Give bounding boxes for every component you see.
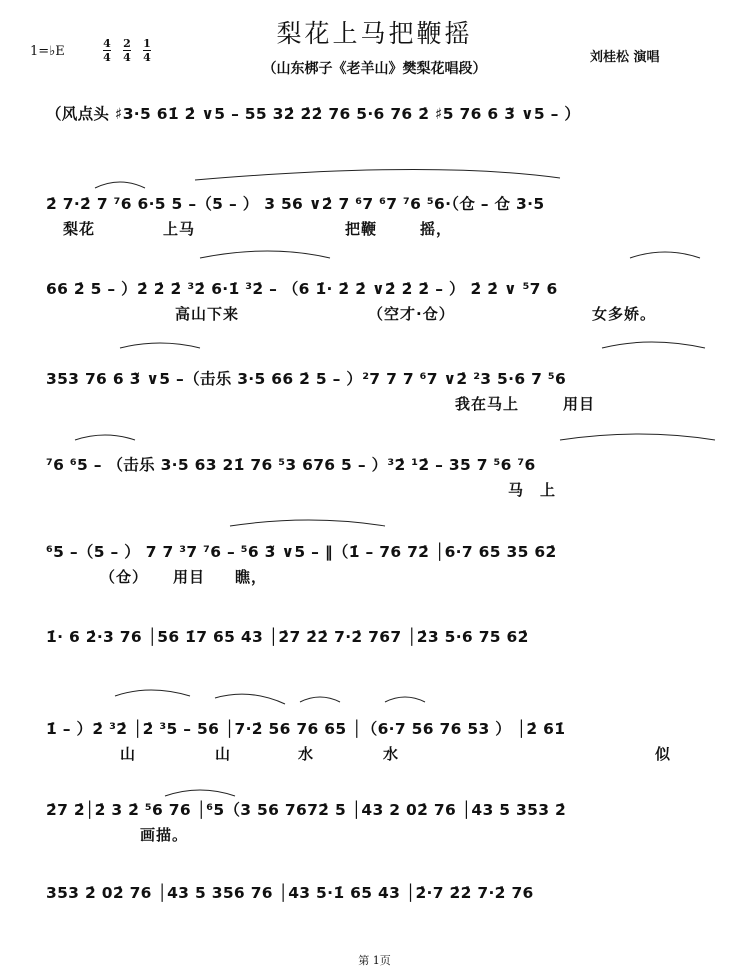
song-title: 梨花上马把鞭摇	[276, 19, 473, 48]
lyric-text: 我在马上	[455, 395, 520, 413]
lyric-text: 摇，	[420, 220, 453, 238]
lyric-text: 上马	[163, 220, 196, 238]
notation-line: ⁷6 ⁶5 – （击乐 3·5 63 21̇ 76 ⁵3 676 5 – ）³2̇ ¹2̇ – 35 7 ⁵6 ⁷6	[46, 456, 536, 474]
notation-line: 66 2̇ 5 – ）2̇ 2̇ 2̇ ³2̇ 6·1̇ ³2̇ – （6 1̇· 2̇ 2̇ ∨2̇ 2̇ 2̇ – ） 2̇ 2̇ ∨ ⁵7 6	[46, 280, 558, 298]
lyric-text: 梨花	[63, 220, 96, 238]
lyric-text: 瞧，	[235, 568, 268, 586]
time-signature-2-4: $\frac{2}{4}$	[123, 37, 131, 64]
time-signature-4-4: $\frac{4}{4}$	[103, 37, 111, 64]
performer-credit: 刘桂松 演唱	[590, 50, 660, 65]
lyric-text: （空才·仓）	[368, 305, 455, 323]
lyric-text: 马	[508, 481, 525, 499]
lyric-text: 水	[383, 745, 400, 763]
lyric-text: 山	[215, 745, 232, 763]
notation-line: （风点头 ♯3·5 61̇ 2̇ ∨5 – 55 32̇ 2̇2̇ 76 5·6 76 2̇ ♯5 76 6 3̃ ∨5 – ）	[46, 105, 581, 123]
lyric-text: 高山下来	[175, 305, 240, 323]
lyric-text: 用目	[563, 395, 596, 413]
lyric-text: 画描。	[140, 826, 189, 844]
key-signature: 1=♭E	[30, 44, 65, 59]
lyric-text: 山	[120, 745, 137, 763]
lyric-text: 女多娇。	[592, 305, 657, 323]
lyric-text: 水	[298, 745, 315, 763]
lyric-text: 把鞭	[345, 220, 378, 238]
time-signatures	[103, 38, 151, 63]
lyric-text: （仓）	[100, 568, 149, 586]
notation-line: 2̇7 2̇│2̇ 3 2̇ ⁵6 76 │⁶5（3 56 7672̇ 5 │43 2 02̇ 76 │43 5 353 2̇	[46, 801, 567, 819]
page-number: 第 1页	[358, 954, 391, 967]
notation-line: ⁶5 –（5 – ） 7 7 ³7 ⁷6 – ⁵6 3̃ ∨5 – ‖（1̇ – 76 72̇ │6·7 65 35 62̇	[46, 543, 557, 561]
notation-line: 353 2̇ 02̇ 76 │43 5 356 76 │43 5·1̇ 65 43 │2̇·7 2̇2̇ 7·2̇ 76	[46, 884, 534, 902]
notation-line: 2̇ 7·2̇ 7 ⁷6 6·5 5 –（5 – ） 3 56 ∨2̇ 7 ⁶7 ⁶7 ⁷6 ⁵6·（仓 – 仓 3·5	[46, 195, 545, 213]
notation-line: 1̇· 6 2̇·3 76 │56 1̇7 65 43 │2̇7 2̇2̇ 7·2̇ 767 │2̇3 5·6 75 62̇	[46, 628, 529, 646]
lyric-text: 似	[655, 745, 672, 763]
notation-line: 1̇ – ）2̇ ³2̇ │2̇ ³5 – 56 │7·2̇ 56 76 65 │（6·7 56 76 53 ） │2̇ 61̇	[46, 720, 566, 738]
lyric-text: 用目	[173, 568, 206, 586]
song-subtitle: （山东梆子《老羊山》樊梨花唱段）	[262, 61, 487, 77]
lyric-text: 上	[540, 481, 557, 499]
time-signature-1-4: $\frac{1}{4}$	[143, 37, 151, 64]
notation-line: 353 76 6 3̃ ∨5 –（击乐 3·5 66 2̇ 5 – ）²7 7 7 ⁶7 ∨2̇ ²3 5·6 7 ⁵6	[46, 370, 567, 388]
